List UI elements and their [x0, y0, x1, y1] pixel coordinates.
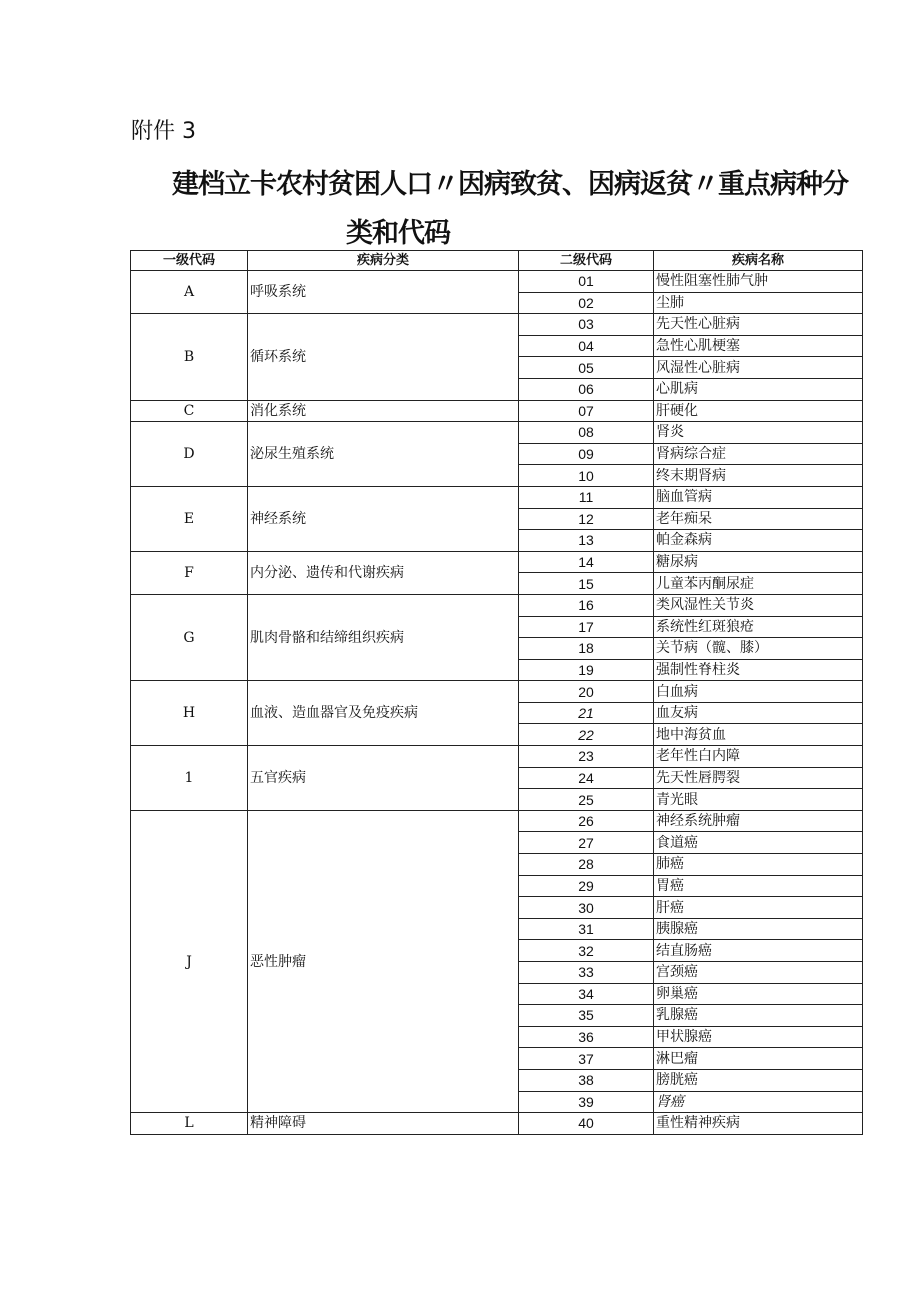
level2-code: 30	[519, 897, 654, 919]
level2-code: 01	[519, 271, 654, 293]
level2-code: 18	[519, 638, 654, 660]
disease-name: 食道癌	[654, 832, 863, 854]
category-name: 血液、造血器官及免疫疾病	[248, 681, 519, 746]
header-level1-code: 一级代码	[131, 251, 248, 271]
disease-name: 重性精神疾病	[654, 1113, 863, 1135]
table-header-row	[131, 251, 863, 271]
category-name: 泌尿生殖系统	[248, 422, 519, 487]
level2-code: 21	[519, 702, 654, 724]
level2-code: 12	[519, 508, 654, 530]
category-name: 循环系统	[248, 314, 519, 400]
level2-code: 25	[519, 789, 654, 811]
level1-code: B	[131, 314, 248, 400]
level2-code: 10	[519, 465, 654, 487]
level2-code: 07	[519, 400, 654, 422]
level1-code: H	[131, 681, 248, 746]
disease-name: 胃癌	[654, 875, 863, 897]
table-row	[131, 314, 863, 336]
level2-code: 29	[519, 875, 654, 897]
level2-code: 39	[519, 1091, 654, 1113]
level2-code: 16	[519, 594, 654, 616]
disease-name: 乳腺癌	[654, 1005, 863, 1027]
disease-name: 膀胱癌	[654, 1069, 863, 1091]
level1-code: A	[131, 271, 248, 314]
disease-name: 宫颈癌	[654, 962, 863, 984]
disease-name: 先天性唇腭裂	[654, 767, 863, 789]
disease-name: 风湿性心脏病	[654, 357, 863, 379]
disease-name: 心肌病	[654, 378, 863, 400]
level1-code: L	[131, 1113, 248, 1135]
level1-code: F	[131, 551, 248, 594]
category-name: 呼吸系统	[248, 271, 519, 314]
category-name: 五官疾病	[248, 746, 519, 811]
table-row	[131, 551, 863, 573]
level1-code: 1	[131, 746, 248, 811]
category-name: 肌肉骨骼和结缔组织疾病	[248, 594, 519, 680]
disease-name: 肾炎	[654, 422, 863, 444]
disease-name: 血友病	[654, 702, 863, 724]
disease-name: 慢性阻塞性肺气肿	[654, 271, 863, 293]
disease-name: 关节病（髋、膝）	[654, 638, 863, 660]
disease-name: 儿童苯丙酮尿症	[654, 573, 863, 595]
disease-name: 肾病综合症	[654, 443, 863, 465]
level2-code: 02	[519, 292, 654, 314]
level2-code: 05	[519, 357, 654, 379]
category-name: 消化系统	[248, 400, 519, 422]
disease-name: 卵巢癌	[654, 983, 863, 1005]
level2-code: 26	[519, 810, 654, 832]
level2-code: 19	[519, 659, 654, 681]
level1-code: J	[131, 810, 248, 1112]
level2-code: 34	[519, 983, 654, 1005]
disease-name: 终末期肾病	[654, 465, 863, 487]
disease-name: 急性心肌梗塞	[654, 335, 863, 357]
table-row	[131, 1113, 863, 1135]
category-name: 神经系统	[248, 486, 519, 551]
level2-code: 33	[519, 962, 654, 984]
disease-name: 老年性白内障	[654, 746, 863, 768]
disease-name: 糖尿病	[654, 551, 863, 573]
table-body	[131, 271, 863, 1135]
table-row	[131, 486, 863, 508]
category-name: 恶性肿瘤	[248, 810, 519, 1112]
level2-code: 36	[519, 1026, 654, 1048]
level2-code: 27	[519, 832, 654, 854]
level2-code: 24	[519, 767, 654, 789]
level2-code: 13	[519, 530, 654, 552]
annex-label: 附件 3	[131, 119, 196, 144]
level2-code: 31	[519, 918, 654, 940]
table-row	[131, 746, 863, 768]
level1-code: E	[131, 486, 248, 551]
disease-name: 尘肺	[654, 292, 863, 314]
level2-code: 22	[519, 724, 654, 746]
disease-name: 系统性红斑狼疮	[654, 616, 863, 638]
level2-code: 32	[519, 940, 654, 962]
disease-name: 结直肠癌	[654, 940, 863, 962]
disease-name: 肾癌	[654, 1091, 863, 1113]
disease-name: 类风湿性关节炎	[654, 594, 863, 616]
level2-code: 03	[519, 314, 654, 336]
level2-code: 38	[519, 1069, 654, 1091]
document-title-line-1: 建档立卡农村贫困人口〃因病致贫、因病返贫〃重点病种分	[172, 169, 848, 200]
disease-name: 老年痴呆	[654, 508, 863, 530]
disease-name: 地中海贫血	[654, 724, 863, 746]
disease-name: 淋巴瘤	[654, 1048, 863, 1070]
disease-name: 肝癌	[654, 897, 863, 919]
level2-code: 08	[519, 422, 654, 444]
level2-code: 20	[519, 681, 654, 703]
category-name: 内分泌、遗传和代谢疾病	[248, 551, 519, 594]
category-name: 精神障碍	[248, 1113, 519, 1135]
disease-name: 胰腺癌	[654, 918, 863, 940]
disease-name: 脑血管病	[654, 486, 863, 508]
level2-code: 28	[519, 854, 654, 876]
disease-name: 先天性心脏病	[654, 314, 863, 336]
table-row	[131, 400, 863, 422]
disease-code-table	[130, 250, 863, 1135]
disease-name: 甲状腺癌	[654, 1026, 863, 1048]
table-row	[131, 810, 863, 832]
header-disease-name: 疾病名称	[654, 251, 863, 271]
level2-code: 09	[519, 443, 654, 465]
level2-code: 17	[519, 616, 654, 638]
disease-name: 神经系统肿瘤	[654, 810, 863, 832]
level2-code: 14	[519, 551, 654, 573]
level2-code: 37	[519, 1048, 654, 1070]
disease-name: 肺癌	[654, 854, 863, 876]
disease-name: 白血病	[654, 681, 863, 703]
level2-code: 06	[519, 378, 654, 400]
level2-code: 04	[519, 335, 654, 357]
table-row	[131, 271, 863, 293]
disease-name: 肝硬化	[654, 400, 863, 422]
header-level2-code: 二级代码	[519, 251, 654, 271]
table-row	[131, 594, 863, 616]
level2-code: 15	[519, 573, 654, 595]
disease-name: 帕金森病	[654, 530, 863, 552]
level1-code: C	[131, 400, 248, 422]
level2-code: 40	[519, 1113, 654, 1135]
level1-code: G	[131, 594, 248, 680]
header-category: 疾病分类	[248, 251, 519, 271]
level2-code: 23	[519, 746, 654, 768]
disease-name: 青光眼	[654, 789, 863, 811]
level2-code: 11	[519, 486, 654, 508]
level2-code: 35	[519, 1005, 654, 1027]
document-title-line-2: 类和代码	[346, 218, 450, 249]
disease-name: 强制性脊柱炎	[654, 659, 863, 681]
table-row	[131, 422, 863, 444]
table-row	[131, 681, 863, 703]
level1-code: D	[131, 422, 248, 487]
